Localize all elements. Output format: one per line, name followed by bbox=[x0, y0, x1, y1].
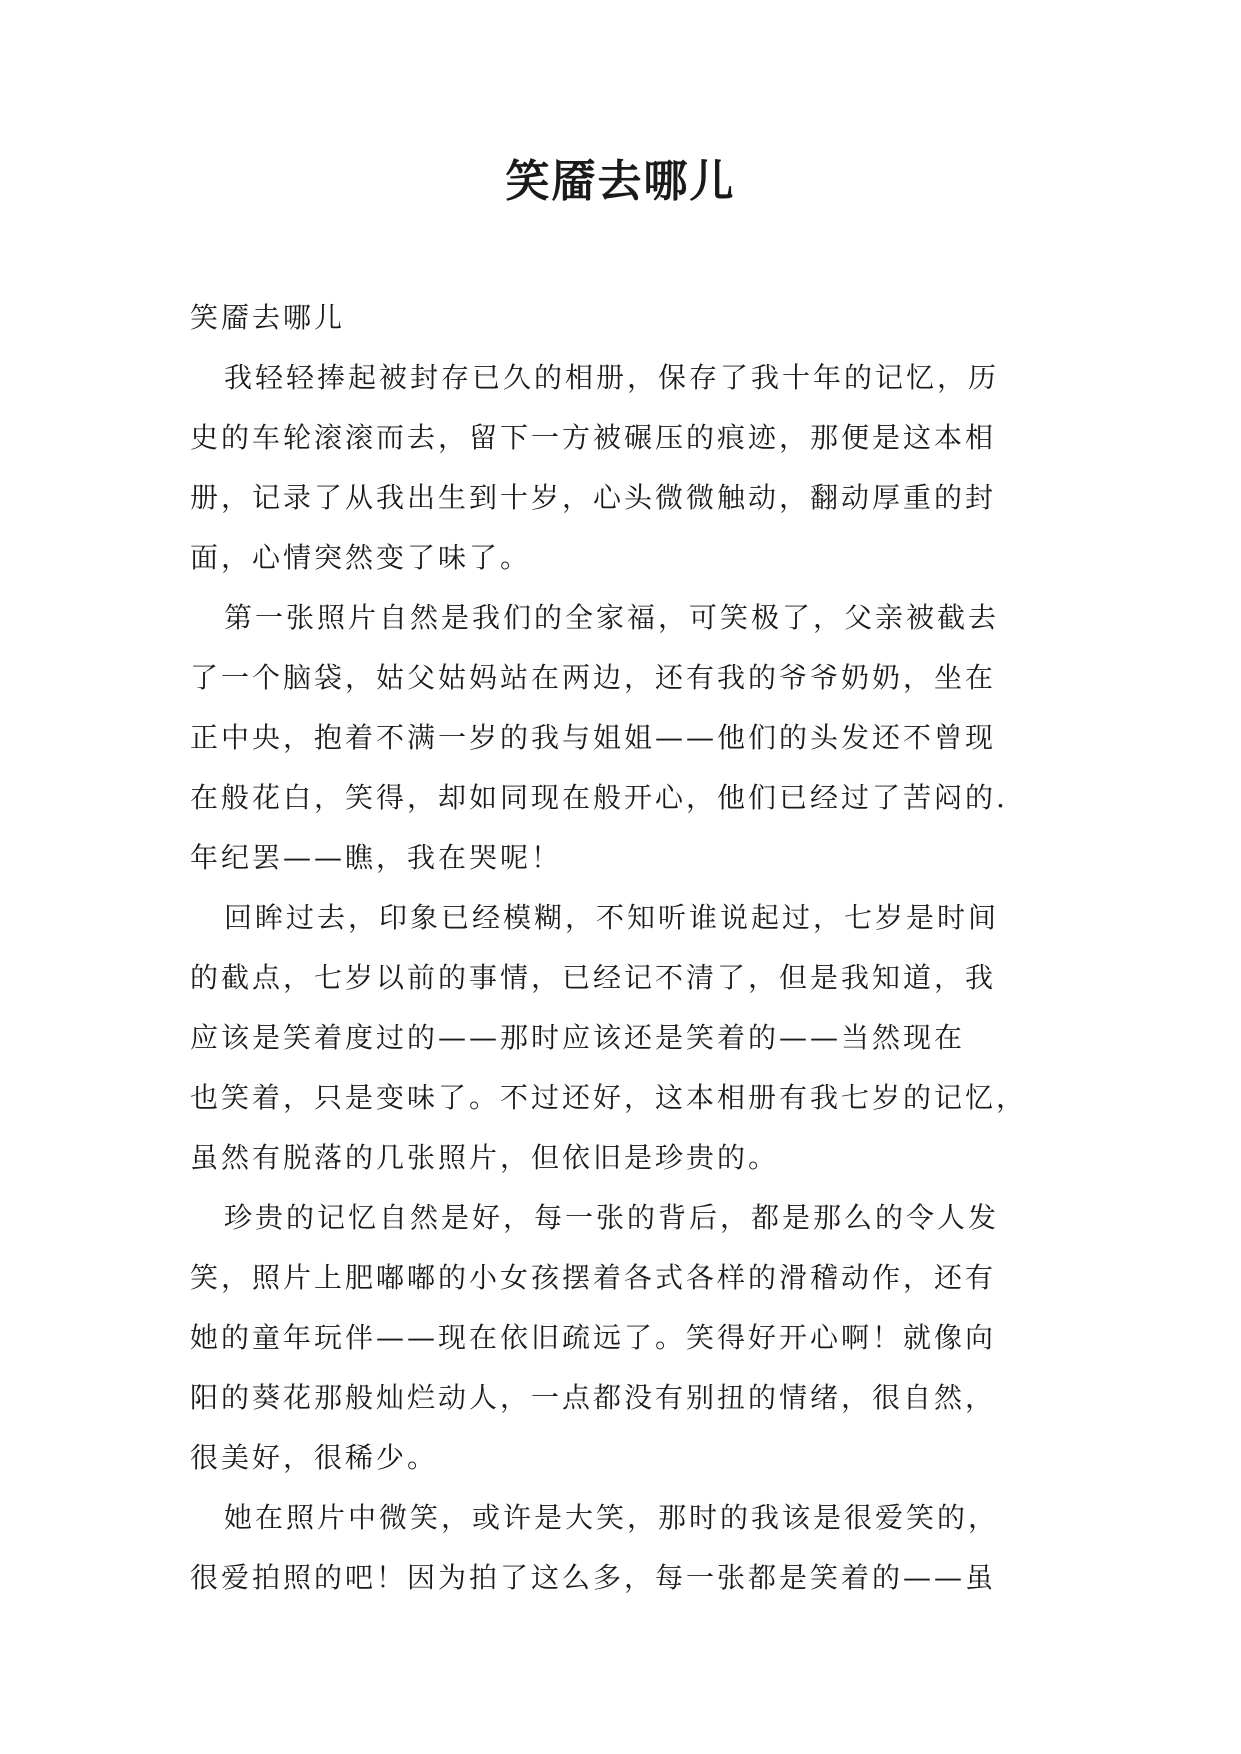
text-line: 很美好，很稀少。 bbox=[190, 1441, 439, 1474]
text-line: 她在照片中微笑，或许是大笑，那时的我该是很爱笑的， bbox=[224, 1501, 1000, 1534]
paragraph bbox=[190, 348, 1060, 588]
paragraph bbox=[190, 888, 1060, 1188]
text-line: 回眸过去，印象已经模糊，不知听谁说起过，七岁是时间 bbox=[224, 901, 1000, 934]
text-line: 珍贵的记忆自然是好，每一张的背后，都是那么的令人发 bbox=[224, 1201, 1000, 1234]
text-line: 她的童年玩伴——现在依旧疏远了。笑得好开心啊！就像向 bbox=[190, 1321, 997, 1354]
text-line: 了一个脑袋，姑父姑妈站在两边，还有我的爷爷奶奶，坐在 bbox=[190, 661, 997, 694]
text-line: 的截点，七岁以前的事情，已经记不清了，但是我知道，我 bbox=[190, 961, 997, 994]
paragraph bbox=[190, 588, 1060, 888]
paragraph bbox=[190, 1488, 1060, 1608]
text-line: 虽然有脱落的几张照片，但依旧是珍贵的。 bbox=[190, 1141, 780, 1174]
text-line: 年纪罢——瞧，我在哭呢！ bbox=[190, 841, 563, 874]
text-line: 正中央，抱着不满一岁的我与姐姐——他们的头发还不曾现 bbox=[190, 721, 997, 754]
text-line: 笑，照片上肥嘟嘟的小女孩摆着各式各样的滑稽动作，还有 bbox=[190, 1261, 997, 1294]
document-body bbox=[190, 288, 1060, 1608]
document-title: 笑靥去哪儿 bbox=[505, 156, 736, 207]
text-line: 很爱拍照的吧！因为拍了这么多，每一张都是笑着的——虽 bbox=[190, 1561, 997, 1594]
text-line: 阳的葵花那般灿烂动人，一点都没有别扭的情绪，很自然， bbox=[190, 1381, 997, 1414]
text-line: 也笑着，只是变味了。不过还好，这本相册有我七岁的记忆， bbox=[190, 1081, 1028, 1114]
text-line: 在般花白，笑得，却如同现在般开心，他们已经过了苦闷的. bbox=[190, 781, 1008, 814]
text-line: 第一张照片自然是我们的全家福，可笑极了，父亲被截去 bbox=[224, 601, 1000, 634]
text-line: 史的车轮滚滚而去，留下一方被碾压的痕迹，那便是这本相 bbox=[190, 421, 997, 454]
document-subtitle: 笑靥去哪儿 bbox=[190, 301, 346, 334]
text-line: 册，记录了从我出生到十岁，心头微微触动，翻动厚重的封 bbox=[190, 481, 997, 514]
text-line: 我轻轻捧起被封存已久的相册，保存了我十年的记忆，历 bbox=[224, 361, 1000, 394]
paragraph bbox=[190, 1188, 1060, 1488]
text-line: 应该是笑着度过的——那时应该还是笑着的——当然现在 bbox=[190, 1021, 966, 1054]
text-line: 面，心情突然变了味了。 bbox=[190, 541, 532, 574]
